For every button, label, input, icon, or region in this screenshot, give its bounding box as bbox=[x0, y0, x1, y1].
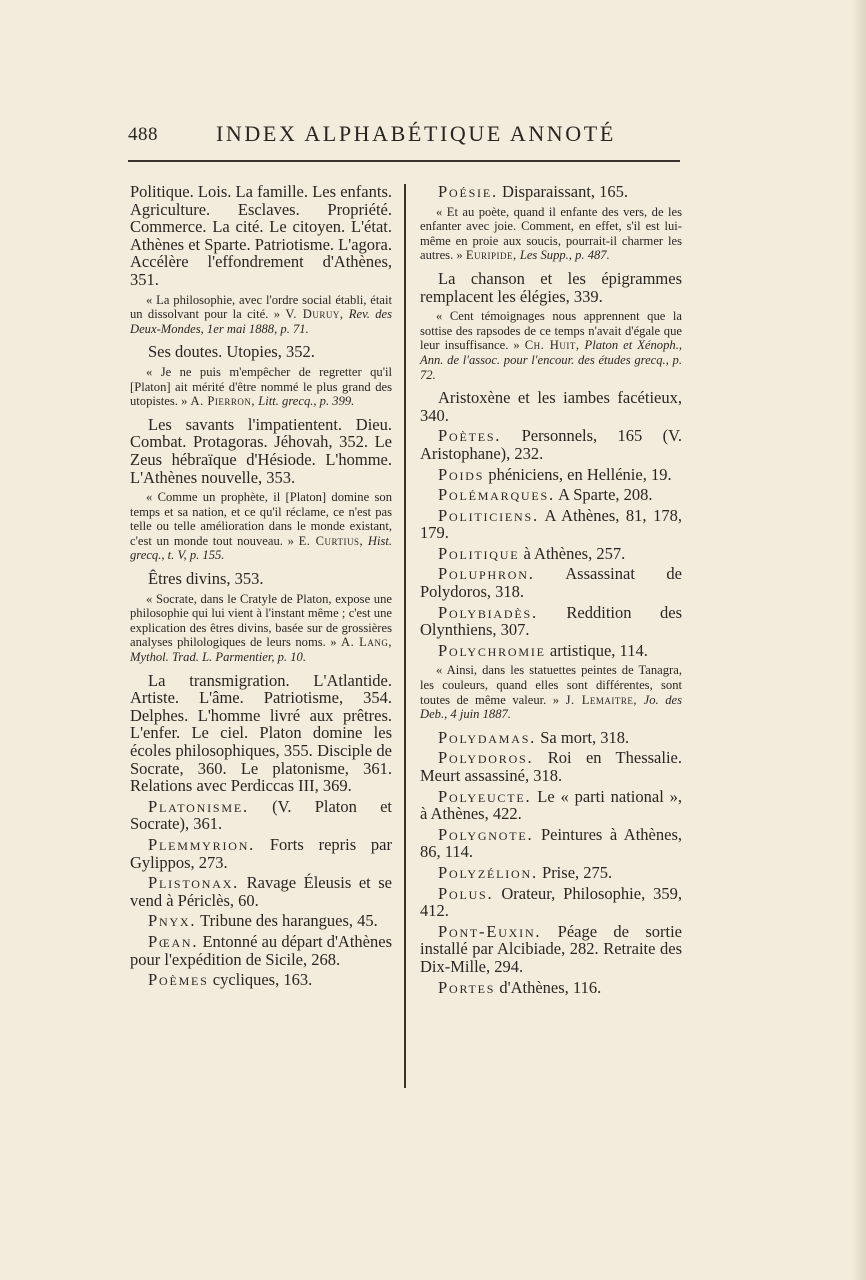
entry-text: Forts repris par Gylippos, 273. bbox=[130, 834, 392, 872]
entry-headword: Portes bbox=[438, 977, 496, 997]
page-number: 488 bbox=[128, 124, 158, 145]
entry-headword: Pont-Euxin. bbox=[438, 921, 542, 941]
quote-text: « Ainsi, dans les statuettes peintes de Tanagra, les couleurs, quand elles sont différentes, sont toutes de même valeur. » bbox=[420, 663, 682, 707]
entry-headword: Polus. bbox=[438, 883, 494, 903]
index-entry bbox=[420, 565, 682, 600]
index-entry bbox=[420, 545, 682, 563]
index-entry bbox=[420, 507, 682, 542]
index-subentry bbox=[130, 570, 392, 588]
entry-headword: Polychromie bbox=[438, 640, 546, 660]
index-entry bbox=[130, 933, 392, 968]
index-entry bbox=[420, 642, 682, 660]
quote-source: Jo. des Deb., 4 juin 1887. bbox=[420, 692, 682, 722]
quote-text: « Et au poète, quand il enfante des vers, de les enfanter avec joie. Comment, en effet, s'il est lui-même en proie aux soucis, pourrait-il charmer les autres. » bbox=[420, 204, 682, 263]
entry-headword: Pnyx. bbox=[148, 911, 197, 931]
entry-headword: Polyzélion. bbox=[438, 862, 538, 882]
quote-author: A. Lang, bbox=[340, 635, 393, 650]
index-entry bbox=[130, 798, 392, 833]
index-entry bbox=[420, 923, 682, 976]
index-entry bbox=[420, 486, 682, 504]
index-subentry bbox=[130, 343, 392, 361]
index-entry bbox=[420, 788, 682, 823]
entry-text: Ses doutes. Utopies, 352. bbox=[148, 342, 315, 362]
left-column bbox=[130, 183, 392, 992]
entry-headword: Polémarques. bbox=[438, 485, 555, 505]
index-subentry bbox=[420, 389, 682, 424]
index-entry bbox=[420, 466, 682, 484]
entry-text: Disparaissant, 165. bbox=[497, 182, 629, 201]
entry-text: Les savants l'impatientent. Dieu. Combat. Protagoras. Jéhovah, 352. Le Zeus hébraïque d'Hésiode. L'homme. L'Athènes nouvelle, 353. bbox=[130, 414, 392, 487]
entry-text: A Sparte, 208. bbox=[554, 485, 653, 505]
entry-headword: Plemmyrion. bbox=[148, 834, 256, 854]
entry-headword: Platonisme. bbox=[148, 796, 249, 816]
index-entry bbox=[420, 427, 682, 462]
header-rule bbox=[128, 160, 680, 162]
quote-text: « Socrate, dans le Cratyle de Platon, expose une philosophie qui lui vient à l'instant même ; c'est une explication des êtres divins, basée sur de grossières analyses philologiques de leurs noms. » bbox=[130, 591, 392, 650]
citation-quote bbox=[130, 293, 392, 337]
entry-text: A Athènes, 81, 178, 179. bbox=[420, 505, 682, 543]
quote-source: Hist. grecq., t. V, p. 155. bbox=[130, 533, 392, 563]
right-column bbox=[420, 183, 682, 999]
quote-source: Les Supp., p. 487. bbox=[519, 248, 610, 263]
index-subentry bbox=[130, 416, 392, 486]
entry-text: Le « parti national », à Athènes, 422. bbox=[420, 786, 682, 824]
entry-headword: Polyeucte. bbox=[438, 786, 532, 806]
entry-headword: Poésie. bbox=[438, 182, 498, 201]
quote-author: J. Lemaitre, bbox=[565, 692, 638, 707]
index-entry bbox=[420, 885, 682, 920]
entry-headword: Politiciens. bbox=[438, 505, 539, 525]
quote-author: Euripide, bbox=[465, 248, 517, 263]
entry-text: Sa mort, 318. bbox=[536, 727, 630, 747]
index-entry bbox=[420, 749, 682, 784]
entry-text: La transmigration. L'Atlantide. Artiste. L'âme. Patriotisme, 354. Delphes. L'homme livré aux prêtres. L'enfer. Le ciel. Platon domine les écoles philosophiques, 355. Disciple de Socrate, 360. Le platonisme, 361. Relations avec Perdiccas III, 369. bbox=[130, 670, 392, 796]
index-entry bbox=[420, 183, 682, 201]
index-subentry bbox=[130, 672, 392, 795]
entry-text: cycliques, 163. bbox=[208, 970, 313, 990]
citation-quote bbox=[130, 490, 392, 563]
entry-text: Peintures à Athènes, 86, 114. bbox=[420, 824, 682, 862]
index-subentry bbox=[420, 270, 682, 305]
index-entry bbox=[420, 604, 682, 639]
entry-text: Entonné au départ d'Athènes pour l'expédition de Sicile, 268. bbox=[130, 931, 392, 969]
entry-text: d'Athènes, 116. bbox=[495, 977, 602, 997]
citation-quote bbox=[130, 365, 392, 409]
index-entry bbox=[420, 826, 682, 861]
page-edge-shadow bbox=[852, 0, 866, 1280]
entry-headword: Polydamas. bbox=[438, 727, 537, 747]
entry-text: à Athènes, 257. bbox=[519, 543, 626, 563]
index-entry bbox=[420, 864, 682, 882]
quote-text: « Je ne puis m'empêcher de regretter qu'il [Platon] ait mérité d'être nommé le plus grand des utopistes. » bbox=[130, 364, 392, 409]
entry-text: phéniciens, en Hellénie, 19. bbox=[484, 464, 672, 484]
entry-text: Personnels, 165 (V. Aristophane), 232. bbox=[420, 426, 682, 463]
entry-text: Assassinat de Polydoros, 318. bbox=[420, 564, 682, 602]
entry-text: (V. Platon et Socrate), 361. bbox=[130, 796, 392, 834]
quote-source: Mythol. Trad. L. Parmentier, p. 10. bbox=[130, 650, 306, 665]
quote-source: Platon et Xénoph., Ann. de l'assoc. pour l'encour. des études grecq., p. 72. bbox=[420, 338, 682, 382]
citation-quote bbox=[420, 309, 682, 382]
quote-source: Rev. des Deux-Mondes, 1er mai 1888, p. 71. bbox=[130, 307, 392, 336]
entry-text: Politique. Lois. La famille. Les enfants. Agriculture. Esclaves. Propriété. Commerce. La cité. Le citoyen. L'état. Athènes et Sparte. Patriotisme. L'agora. Accélère l'effondrement d'Athènes, 351. bbox=[130, 182, 392, 289]
entry-headword: Pœan. bbox=[148, 931, 199, 951]
quote-author: A. Pierron, bbox=[190, 394, 256, 409]
entry-text: La chanson et les épigrammes remplacent les élégies, 339. bbox=[420, 268, 682, 306]
index-entry bbox=[130, 971, 392, 989]
entry-headword: Plistonax. bbox=[148, 873, 240, 893]
entry-headword: Polygnote. bbox=[438, 824, 534, 844]
entry-headword: Poètes. bbox=[438, 426, 502, 446]
index-entry bbox=[130, 912, 392, 930]
quote-text: « La philosophie, avec l'ordre social établi, était un dissolvant pour la cité. » bbox=[130, 292, 392, 322]
index-entry bbox=[420, 979, 682, 997]
entry-text: Prise, 275. bbox=[537, 862, 613, 882]
quote-author: V. Duruy, bbox=[285, 307, 344, 322]
entry-text: Péage de sortie installé par Alcibiade, 282. Retraite des Dix-Mille, 294. bbox=[420, 921, 682, 976]
quote-author: E. Curtius, bbox=[298, 533, 364, 548]
quote-text: « Cent témoignages nous apprennent que la sottise des rapsodes de ce temps n'avait d'égale que leur insuffisance. » bbox=[420, 309, 682, 353]
entry-headword: Poèmes bbox=[148, 970, 209, 990]
entry-text: Aristoxène et les iambes facétieux, 340. bbox=[420, 388, 682, 425]
quote-source: Litt. grecq., p. 399. bbox=[258, 394, 355, 409]
column-divider bbox=[404, 184, 406, 1088]
entry-headword: Poluphron. bbox=[438, 564, 535, 584]
citation-quote bbox=[130, 592, 392, 665]
entry-headword: Politique bbox=[438, 543, 520, 563]
entry-text: Orateur, Philosophie, 359, 412. bbox=[420, 883, 682, 921]
entry-text: Êtres divins, 353. bbox=[148, 569, 264, 589]
quote-author: Ch. Huit, bbox=[524, 338, 580, 353]
citation-quote bbox=[420, 205, 682, 263]
entry-text: Roi en Thessalie. Meurt assassiné, 318. bbox=[420, 748, 682, 785]
citation-quote bbox=[420, 663, 682, 721]
index-entry bbox=[130, 836, 392, 871]
index-entry bbox=[130, 874, 392, 909]
entry-headword: Polydoros. bbox=[438, 748, 534, 768]
entry-text: artistique, 114. bbox=[545, 640, 648, 660]
running-head: INDEX ALPHABÉTIQUE ANNOTÉ bbox=[216, 121, 616, 146]
entry-text: Ravage Éleusis et se vend à Périclès, 60. bbox=[130, 873, 392, 910]
entry-text: Reddition des Olynthiens, 307. bbox=[420, 602, 682, 640]
index-entry bbox=[420, 729, 682, 747]
quote-text: « Comme un prophète, il [Platon] domine son temps et sa nation, et ce qu'il réclame, ce n'est pas telle ou telle amélioration dans le monde existant, c'est un monde tout nouveau. » bbox=[130, 490, 392, 548]
index-subentry bbox=[130, 183, 392, 289]
entry-headword: Poids bbox=[438, 464, 485, 484]
entry-headword: Polybiadès. bbox=[438, 602, 538, 622]
entry-text: Tribune des harangues, 45. bbox=[196, 911, 378, 931]
